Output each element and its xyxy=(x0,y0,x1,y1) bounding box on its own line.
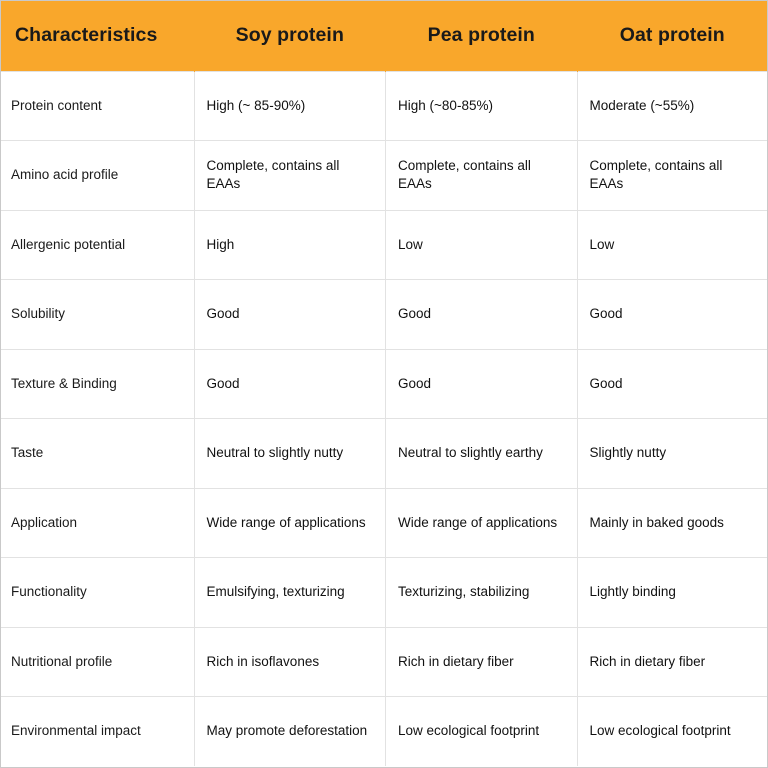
table-row xyxy=(1,697,767,767)
table-row xyxy=(1,558,767,628)
cell-soy: Complete, contains all EAAs xyxy=(194,141,386,211)
cell-oat: Mainly in baked goods xyxy=(577,488,767,558)
row-label: Solubility xyxy=(1,280,194,350)
protein-comparison-table xyxy=(1,1,767,766)
cell-pea: Rich in dietary fiber xyxy=(386,627,578,697)
header-row xyxy=(1,1,767,71)
row-label: Texture & Binding xyxy=(1,349,194,419)
cell-pea: Low ecological footprint xyxy=(386,697,578,767)
cell-soy: Wide range of applications xyxy=(194,488,386,558)
cell-pea: Complete, contains all EAAs xyxy=(386,141,578,211)
cell-soy: Rich in isoflavones xyxy=(194,627,386,697)
column-header-oat-protein: Oat protein xyxy=(577,1,767,71)
cell-oat: Slightly nutty xyxy=(577,419,767,489)
cell-oat: Good xyxy=(577,280,767,350)
table-row xyxy=(1,349,767,419)
table-body xyxy=(1,71,767,766)
row-label: Application xyxy=(1,488,194,558)
cell-soy: Neutral to slightly nutty xyxy=(194,419,386,489)
cell-pea: Good xyxy=(386,280,578,350)
column-header-pea-protein: Pea protein xyxy=(386,1,578,71)
row-label: Allergenic potential xyxy=(1,210,194,280)
cell-oat: Low ecological footprint xyxy=(577,697,767,767)
row-label: Functionality xyxy=(1,558,194,628)
row-label: Taste xyxy=(1,419,194,489)
cell-pea: Wide range of applications xyxy=(386,488,578,558)
row-label: Amino acid profile xyxy=(1,141,194,211)
table-row xyxy=(1,419,767,489)
cell-soy: Good xyxy=(194,280,386,350)
cell-oat: Low xyxy=(577,210,767,280)
row-label: Protein content xyxy=(1,71,194,141)
cell-oat: Rich in dietary fiber xyxy=(577,627,767,697)
cell-soy: High (~ 85-90%) xyxy=(194,71,386,141)
table-row xyxy=(1,141,767,211)
cell-oat: Good xyxy=(577,349,767,419)
column-header-characteristics: Characteristics xyxy=(1,1,194,71)
cell-soy: High xyxy=(194,210,386,280)
row-label: Environmental impact xyxy=(1,697,194,767)
cell-pea: Good xyxy=(386,349,578,419)
table-header xyxy=(1,1,767,71)
cell-pea: Texturizing, stabilizing xyxy=(386,558,578,628)
row-label: Nutritional profile xyxy=(1,627,194,697)
cell-oat: Moderate (~55%) xyxy=(577,71,767,141)
cell-oat: Complete, contains all EAAs xyxy=(577,141,767,211)
cell-soy: Emulsifying, texturizing xyxy=(194,558,386,628)
cell-soy: Good xyxy=(194,349,386,419)
cell-pea: High (~80-85%) xyxy=(386,71,578,141)
cell-pea: Neutral to slightly earthy xyxy=(386,419,578,489)
cell-oat: Lightly binding xyxy=(577,558,767,628)
table-row xyxy=(1,627,767,697)
cell-soy: May promote deforestation xyxy=(194,697,386,767)
table-row xyxy=(1,210,767,280)
table-row xyxy=(1,280,767,350)
column-header-soy-protein: Soy protein xyxy=(194,1,386,71)
cell-pea: Low xyxy=(386,210,578,280)
table-row xyxy=(1,71,767,141)
table-row xyxy=(1,488,767,558)
